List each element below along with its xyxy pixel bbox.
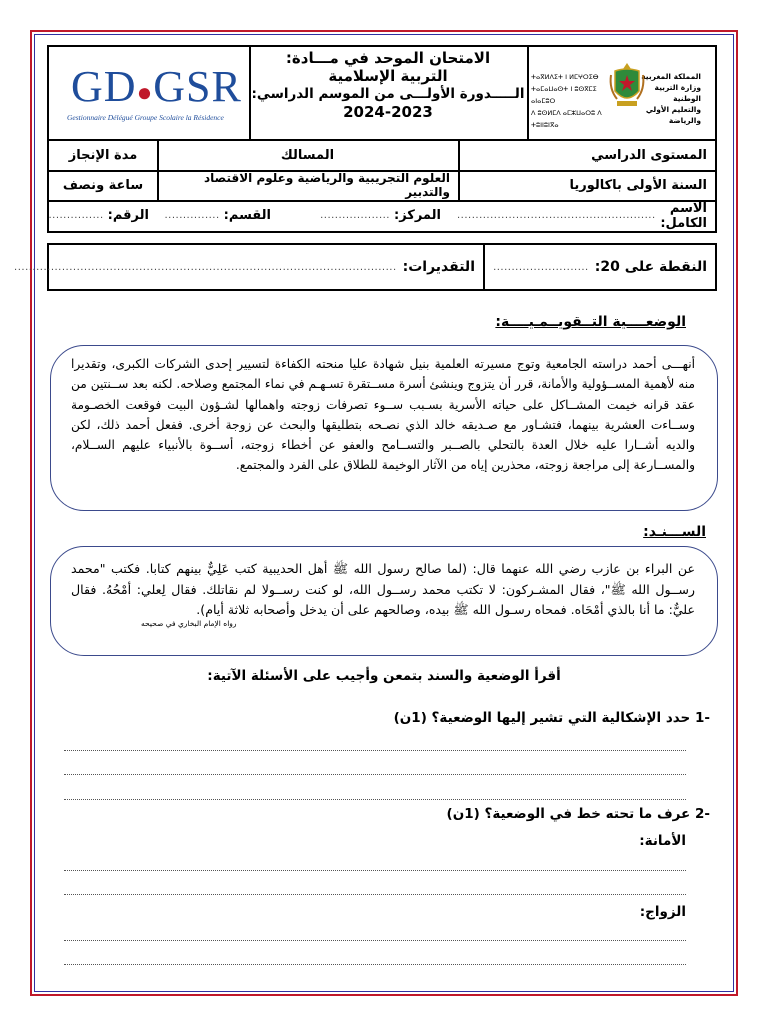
logo-text-gd: GD <box>71 62 137 111</box>
number-field[interactable]: الرقم: ............... <box>48 208 149 223</box>
question-2: -2 عرف ما تحته خط في الوضعية؟ (1ن) <box>446 806 710 822</box>
situation-text: أنهـــى أحمد دراسته الجامعية وتوج مسيرته العلمية بنيل شهادة عليا منحته الكفاءة لتسيير إحدى الشركات الكبرى، وتقديرا منه لأهمية المســؤولية والأمانة، قرر أن يتزوج وينشئ أسرة مســتقرة تسـهـم في نماء المجتمع وصلاحه. لكنه بعد ســنتين من عقد قرانه خيمت المشــاكل على حياته الأسرية بسـبب ســوء تصرفات زوجته واهمالها لشـؤون البيت فوقعت الخصـومة وســاءت العشرية بينهما، فتشـاور مع صـديقه خالد الذي نصـحه بتطليقها والبحث عن زوجة أخرى. ففعل أحمد ذلك، لكن والديه أشــارا عليه خلال العدة بالتحلي بالصــبر والتســامح والعفو عن أخطاء زوجته، أســوة بالأنبياء عليهم الســلام، والمســارعة إلى مراجعة زوجته، محذرين إياه من الآثار الوخيمة للطلاق على الفرد والمجتمع. <box>50 345 718 511</box>
logo-subtitle: Gestionnaire Délégué Groupe Scolaire la Résidence <box>67 113 224 122</box>
level-value: السنة الأولى باكالوريا <box>569 177 707 193</box>
answer-line[interactable] <box>64 787 686 800</box>
duration-label: مدة الإنجاز <box>68 148 138 163</box>
evidence-source: رواه الإمام البخاري في صحيحه <box>141 618 237 628</box>
duration-value: ساعة ونصف <box>62 177 144 193</box>
exam-year: 2024-2023 <box>343 103 433 121</box>
exam-header <box>47 45 717 141</box>
school-logo: GD●GSR Gestionnaire Délégué Groupe Scolaire la Résidence <box>67 62 242 122</box>
exam-title: الامتحان الموحد في مـــادة: <box>285 49 491 67</box>
term-amana: الأمانة: <box>639 833 686 849</box>
remarks-field[interactable]: التقديرات: ........................................................................................................ <box>14 259 475 275</box>
exam-title-cell <box>249 47 529 139</box>
tracks-value: العلوم التجريبية والرياضية وعلوم الاقتصاد والتدبير <box>203 171 450 199</box>
answer-line[interactable] <box>64 738 686 751</box>
level-label: المستوى الدراسي <box>591 148 707 163</box>
coat-of-arms-icon <box>609 61 645 109</box>
exam-info-table <box>47 141 717 233</box>
answer-line[interactable] <box>64 952 686 965</box>
answer-line[interactable] <box>64 882 686 895</box>
school-logo-cell <box>49 47 251 139</box>
answer-line[interactable] <box>64 928 686 941</box>
answer-line[interactable] <box>64 762 686 775</box>
grade-box <box>14 243 717 291</box>
ministry-name-ar: المملكة المغربية وزارة التربية الوطنية والتعليم الأولي والرياضة <box>641 72 701 125</box>
ministry-cell <box>527 47 715 139</box>
instructions: أقرأ الوضعية والسند بتمعن وأجيب على الأسئلة الآتية: <box>207 668 561 684</box>
exam-session: الـــــدورة الأولـــى من الموسم الدراسي: <box>251 86 525 102</box>
fullname-field[interactable]: الاسم الكامل: ...................................................... <box>457 200 707 231</box>
subject-name: التربية الإسلامية <box>328 67 448 85</box>
situation-title: الوضعــــية التــقويــمـيــــة: <box>495 314 686 330</box>
score-field[interactable]: النقطة على 20: .......................... <box>493 259 707 275</box>
evidence-title: الســـنـد: <box>643 524 706 540</box>
term-zawaj: الزواج: <box>639 904 686 920</box>
question-1: -1 حدد الإشكالية التي تشير إليها الوضعية؟ (1ن) <box>393 710 710 726</box>
evidence-box <box>50 546 718 656</box>
evidence-text: عن البراء بن عازب رضي الله عنهما قال: (لما صالح رسول الله ﷺ أهل الحديبية كتب عَلِيٌّ بينهم كتابا. فكتب "محمد رســول الله ﷺ"، فقال المشـركون: لا تكتب محمد رســول الله، لو كنت رســولا لم نقاتلك. فقال لِعلي: أمْحُهُ. فقال عليٌّ: ما أنا بالذي أمْحَاه. فمحاه رسـول الله ﷺ بيده، وصالحهم على أن يدخل وأصحابه ثلاثة أيام). <box>71 561 695 617</box>
answer-line[interactable] <box>64 858 686 871</box>
ministry-name-tifinagh: ⵜⴰⴳⵍⴷⵉⵜ ⵏ ⵍⵎⵖⵔⵉⴱ ⵜⴰⵎⴰⵡⴰⵙⵜ ⵏ ⵓⵙⴳⵎⵉ ⴰⵏⴰⵎⵓⵔ ⴷ ⵓⵙⵍⵎⴷ ⴰⵎⵣⵡⴰⵔⵓ ⴷ ⵜⵓⵏⵏⵓⵏⴳⴰ <box>531 73 602 129</box>
center-field[interactable]: المركز: ................... <box>320 208 441 223</box>
logo-text-gsr: GSR <box>153 62 242 111</box>
section-field[interactable]: القسم: ............... <box>164 208 271 223</box>
tracks-label: المسالك <box>280 148 335 163</box>
